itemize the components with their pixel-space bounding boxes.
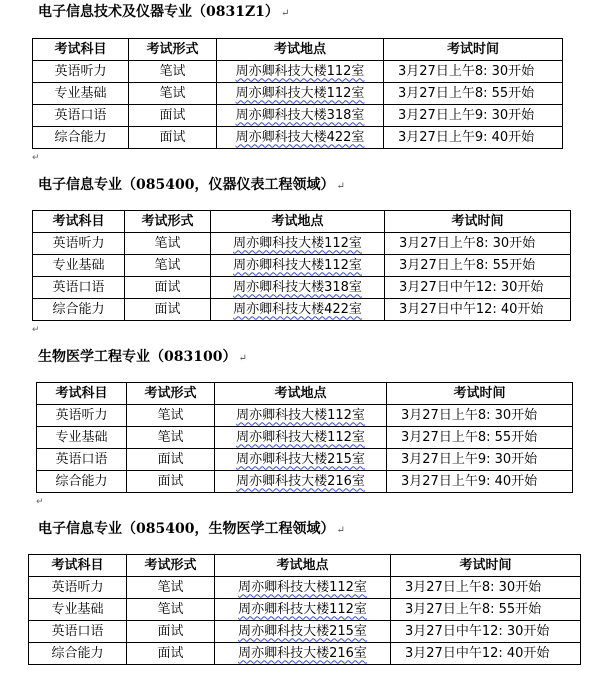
cell-time: 3月27日上午9: 40开始 bbox=[384, 127, 563, 149]
section-title: 电子信息专业（085400，仪器仪表工程领域） ↵ bbox=[38, 177, 345, 193]
cell-location: 周亦卿科技大楼112室 bbox=[215, 599, 391, 621]
cell-location: 周亦卿科技大楼112室 bbox=[211, 255, 385, 277]
cell-format: 面试 bbox=[129, 105, 217, 127]
table-row bbox=[37, 427, 573, 449]
header-location: 考试地点 bbox=[211, 211, 385, 233]
schedule-table bbox=[32, 38, 563, 149]
cell-subject: 综合能力 bbox=[33, 127, 129, 149]
cell-time: 3月27日中午12: 40开始 bbox=[391, 643, 581, 665]
cell-subject: 综合能力 bbox=[29, 643, 127, 665]
header-time: 考试时间 bbox=[387, 383, 573, 405]
header-subject: 考试科目 bbox=[33, 211, 125, 233]
cell-format: 笔试 bbox=[129, 83, 217, 105]
table-row bbox=[37, 405, 573, 427]
section-title: 电子信息专业（085400，生物医学工程领域） ↵ bbox=[38, 521, 345, 537]
cell-location: 周亦卿科技大楼318室 bbox=[211, 277, 385, 299]
paragraph-mark: ↵ bbox=[32, 153, 40, 163]
cell-format: 面试 bbox=[127, 643, 215, 665]
cell-time: 3月27日上午8: 30开始 bbox=[387, 405, 573, 427]
header-location: 考试地点 bbox=[215, 555, 391, 577]
cell-format: 面试 bbox=[127, 621, 215, 643]
cell-subject: 英语口语 bbox=[29, 621, 127, 643]
cell-subject: 英语听力 bbox=[29, 577, 127, 599]
table-row bbox=[29, 577, 581, 599]
table-row bbox=[37, 471, 573, 493]
cell-location: 周亦卿科技大楼112室 bbox=[217, 61, 384, 83]
cell-location: 周亦卿科技大楼112室 bbox=[211, 233, 385, 255]
cell-format: 笔试 bbox=[127, 405, 215, 427]
cell-location: 周亦卿科技大楼422室 bbox=[211, 299, 385, 321]
cell-time: 3月27日上午8: 55开始 bbox=[384, 83, 563, 105]
schedule-table bbox=[36, 382, 573, 493]
section-title: 电子信息技术及仪器专业（0831Z1） ↵ bbox=[38, 4, 290, 20]
cell-location: 周亦卿科技大楼112室 bbox=[215, 427, 387, 449]
header-subject: 考试科目 bbox=[29, 555, 127, 577]
table-row bbox=[33, 299, 571, 321]
table-row bbox=[33, 255, 571, 277]
table-row bbox=[33, 127, 563, 149]
cell-subject: 英语听力 bbox=[33, 61, 129, 83]
cell-format: 笔试 bbox=[125, 255, 211, 277]
paragraph-mark: ↵ bbox=[32, 325, 40, 335]
table-row bbox=[33, 61, 563, 83]
cell-subject: 英语口语 bbox=[33, 277, 125, 299]
cell-subject: 专业基础 bbox=[33, 255, 125, 277]
cell-format: 笔试 bbox=[129, 61, 217, 83]
cell-subject: 综合能力 bbox=[33, 299, 125, 321]
cell-subject: 英语口语 bbox=[33, 105, 129, 127]
table-row bbox=[33, 277, 571, 299]
cell-subject: 专业基础 bbox=[33, 83, 129, 105]
table-row bbox=[37, 449, 573, 471]
cell-time: 3月27日上午9: 30开始 bbox=[387, 449, 573, 471]
header-location: 考试地点 bbox=[217, 39, 384, 61]
cell-subject: 英语听力 bbox=[33, 233, 125, 255]
table-row bbox=[33, 83, 563, 105]
cell-time: 3月27日中午12: 30开始 bbox=[385, 277, 571, 299]
cell-format: 笔试 bbox=[127, 577, 215, 599]
header-row bbox=[33, 39, 563, 61]
header-time: 考试时间 bbox=[385, 211, 571, 233]
cell-subject: 专业基础 bbox=[29, 599, 127, 621]
cell-format: 笔试 bbox=[127, 427, 215, 449]
cell-subject: 英语听力 bbox=[37, 405, 127, 427]
table-row bbox=[29, 643, 581, 665]
cell-subject: 综合能力 bbox=[37, 471, 127, 493]
cell-format: 笔试 bbox=[125, 233, 211, 255]
cell-time: 3月27日上午8: 55开始 bbox=[391, 599, 581, 621]
cell-format: 面试 bbox=[129, 127, 217, 149]
header-format: 考试形式 bbox=[129, 39, 217, 61]
cell-location: 周亦卿科技大楼216室 bbox=[215, 643, 391, 665]
section-title: 生物医学工程专业（083100） ↵ bbox=[38, 349, 247, 365]
cell-subject: 英语口语 bbox=[37, 449, 127, 471]
cell-location: 周亦卿科技大楼112室 bbox=[215, 405, 387, 427]
header-row bbox=[37, 383, 573, 405]
schedule-table bbox=[28, 554, 581, 665]
header-time: 考试时间 bbox=[391, 555, 581, 577]
cell-time: 3月27日上午8: 30开始 bbox=[384, 61, 563, 83]
header-subject: 考试科目 bbox=[33, 39, 129, 61]
cell-time: 3月27日中午12: 30开始 bbox=[391, 621, 581, 643]
cell-time: 3月27日上午8: 55开始 bbox=[387, 427, 573, 449]
table-row bbox=[29, 621, 581, 643]
header-format: 考试形式 bbox=[127, 383, 215, 405]
cell-format: 面试 bbox=[125, 299, 211, 321]
cell-format: 笔试 bbox=[127, 599, 215, 621]
cell-format: 面试 bbox=[127, 471, 215, 493]
cell-time: 3月27日上午9: 30开始 bbox=[384, 105, 563, 127]
cell-location: 周亦卿科技大楼215室 bbox=[215, 449, 387, 471]
cell-format: 面试 bbox=[125, 277, 211, 299]
cell-format: 面试 bbox=[127, 449, 215, 471]
table-row bbox=[33, 105, 563, 127]
cell-location: 周亦卿科技大楼112室 bbox=[217, 83, 384, 105]
paragraph-mark: ↵ bbox=[36, 497, 44, 507]
header-row bbox=[33, 211, 571, 233]
cell-time: 3月27日上午8: 30开始 bbox=[385, 233, 571, 255]
cell-time: 3月27日上午8: 55开始 bbox=[385, 255, 571, 277]
schedule-table bbox=[32, 210, 571, 321]
table-row bbox=[33, 233, 571, 255]
header-subject: 考试科目 bbox=[37, 383, 127, 405]
cell-location: 周亦卿科技大楼112室 bbox=[215, 577, 391, 599]
header-time: 考试时间 bbox=[384, 39, 563, 61]
header-row bbox=[29, 555, 581, 577]
header-location: 考试地点 bbox=[215, 383, 387, 405]
cell-time: 3月27日上午9: 40开始 bbox=[387, 471, 573, 493]
cell-time: 3月27日上午8: 30开始 bbox=[391, 577, 581, 599]
cell-location: 周亦卿科技大楼216室 bbox=[215, 471, 387, 493]
cell-time: 3月27日中午12: 40开始 bbox=[385, 299, 571, 321]
cell-location: 周亦卿科技大楼422室 bbox=[217, 127, 384, 149]
header-format: 考试形式 bbox=[125, 211, 211, 233]
cell-location: 周亦卿科技大楼318室 bbox=[217, 105, 384, 127]
table-row bbox=[29, 599, 581, 621]
cell-location: 周亦卿科技大楼215室 bbox=[215, 621, 391, 643]
header-format: 考试形式 bbox=[127, 555, 215, 577]
cell-subject: 专业基础 bbox=[37, 427, 127, 449]
